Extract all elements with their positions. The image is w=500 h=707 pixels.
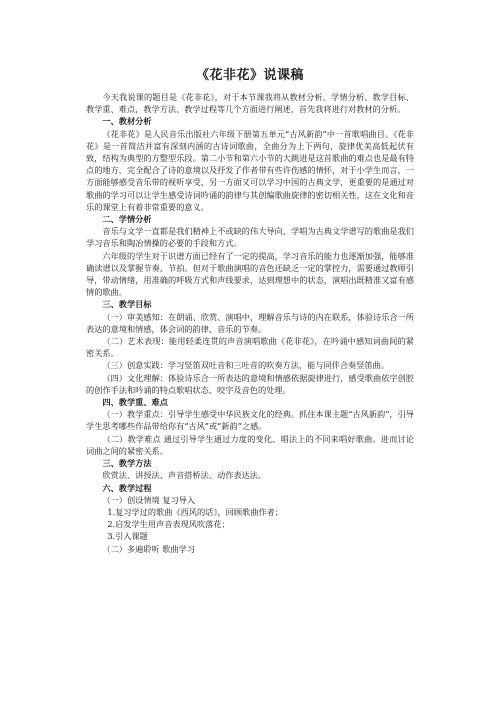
goal-paragraph-4: （四）文化理解：体验诗乐合一所表达的意境和情感依据旋律进行，感受歌曲依字创腔的创作手法和吟诵的特点歌唱状态、咬字及音色的处理。 bbox=[86, 372, 414, 395]
intro-paragraph: 今天我说课的题目是《花非花》，对于本节课我将从教材分析、学情分析、教学目标、教学重、难点，教学方法、教学过程等几个方面进行阐述，首先我将进行对教材的分析。 bbox=[86, 92, 414, 115]
process-item-2: 2.启发学生用声音表现风吹落花； bbox=[107, 519, 230, 530]
key-point-paragraph-1: （一）教学重点：引导学生感受中华民族文化的经典。抓住本课主题“古风新韵”，引导学生思考哪些作品带给你有“古风”或“新韵”之感。 bbox=[86, 409, 414, 432]
students-paragraph-2: 六年级的学生对于识谱方面已经有了一定的提高，学习音乐的能力也逐渐加强，能够准确读谱以及掌握节奏、节拍。但对于歌曲演唱的音色还缺乏一定的掌控力，需要通过教师引导，带动情绪，用准确的呼吸方式和声线要求，达到理想中的状态，演唱出既精准又富有感情的歌曲。 bbox=[86, 250, 414, 298]
section-heading-methods: 三、教学方法 bbox=[102, 458, 152, 469]
process-subheading-1: （一）创设情境 复习导入 bbox=[102, 494, 196, 505]
process-item-1: 1.复习学过的歌曲《西风的话》，回顾歌曲作者； bbox=[107, 506, 283, 517]
students-paragraph-1: 音乐与文学一直都是我们精神上不或缺的伟大导向，学唱为古典文学谱写的歌曲是我们学习音乐和陶冶情操的必要的手段和方式。 bbox=[86, 226, 414, 249]
goal-paragraph-1: （一）审美感知：在朗诵、欣赏、演唱中，理解音乐与诗的内在联系，体验诗乐合一所表达的意境和情感，体会词的韵律、音乐的节奏。 bbox=[86, 311, 414, 334]
process-item-3: 3.引入课题 bbox=[107, 531, 148, 542]
goal-paragraph-2: （二）艺术表现：能用轻柔连贯的声音演唱歌曲《花非花》，在吟诵中感知词曲间的紧密关系。 bbox=[86, 336, 414, 359]
process-subheading-2: （二）多遍聆听 歌曲学习 bbox=[102, 543, 196, 554]
section-heading-goals: 三、教学目标 bbox=[102, 299, 152, 310]
section-heading-key-points: 四、教学重、难点 bbox=[102, 397, 168, 408]
section-heading-materials: 一、教材分析 bbox=[102, 116, 152, 127]
section-heading-process: 六、教学过程 bbox=[102, 482, 152, 493]
document-body bbox=[86, 91, 414, 555]
methods-paragraph: 欣赏法、讲授法、声音搭桥法、动作表达法。 bbox=[102, 470, 267, 481]
goal-paragraph-3: （三）创意实践：学习竖笛双吐音和三吐音的吹奏方法，能与同伴合奏竖笛曲。 bbox=[102, 360, 389, 371]
section-heading-students: 二、学情分析 bbox=[102, 214, 152, 225]
materials-paragraph: 《花非花》是人民音乐出版社六年级下册第五单元“古风新韵”中一首歌唱曲目。《花非花》是一首简洁并富有深刻内涵的古诗词歌曲，全曲分为上下两句，旋律优美高低起伏有致，结构为典型的方整型乐段。第二小节和第六小节的大跳进是这首歌曲的难点也是最有特点的地方，完全配合了诗的意境以及抒发了作者带有些许伤感的情怀，对于小学生而言，一方面能够感受音乐带的视听享受，另一方面又可以学习中国的古典文学，更重要的是通过对歌曲的学习可以让学生感受诗词吟诵的韵律与其创编歌曲旋律的密切相关性，这在文化和音乐的课堂上有着非常重要的意义。 bbox=[86, 128, 414, 212]
key-point-paragraph-2: （二）教学难点 通过引导学生通过力度的变化、唱法上的不同来唱好歌曲。进而讨论词曲之间的紧密关系。 bbox=[86, 433, 414, 456]
page-title: 《花非花》说课稿 bbox=[195, 68, 304, 83]
